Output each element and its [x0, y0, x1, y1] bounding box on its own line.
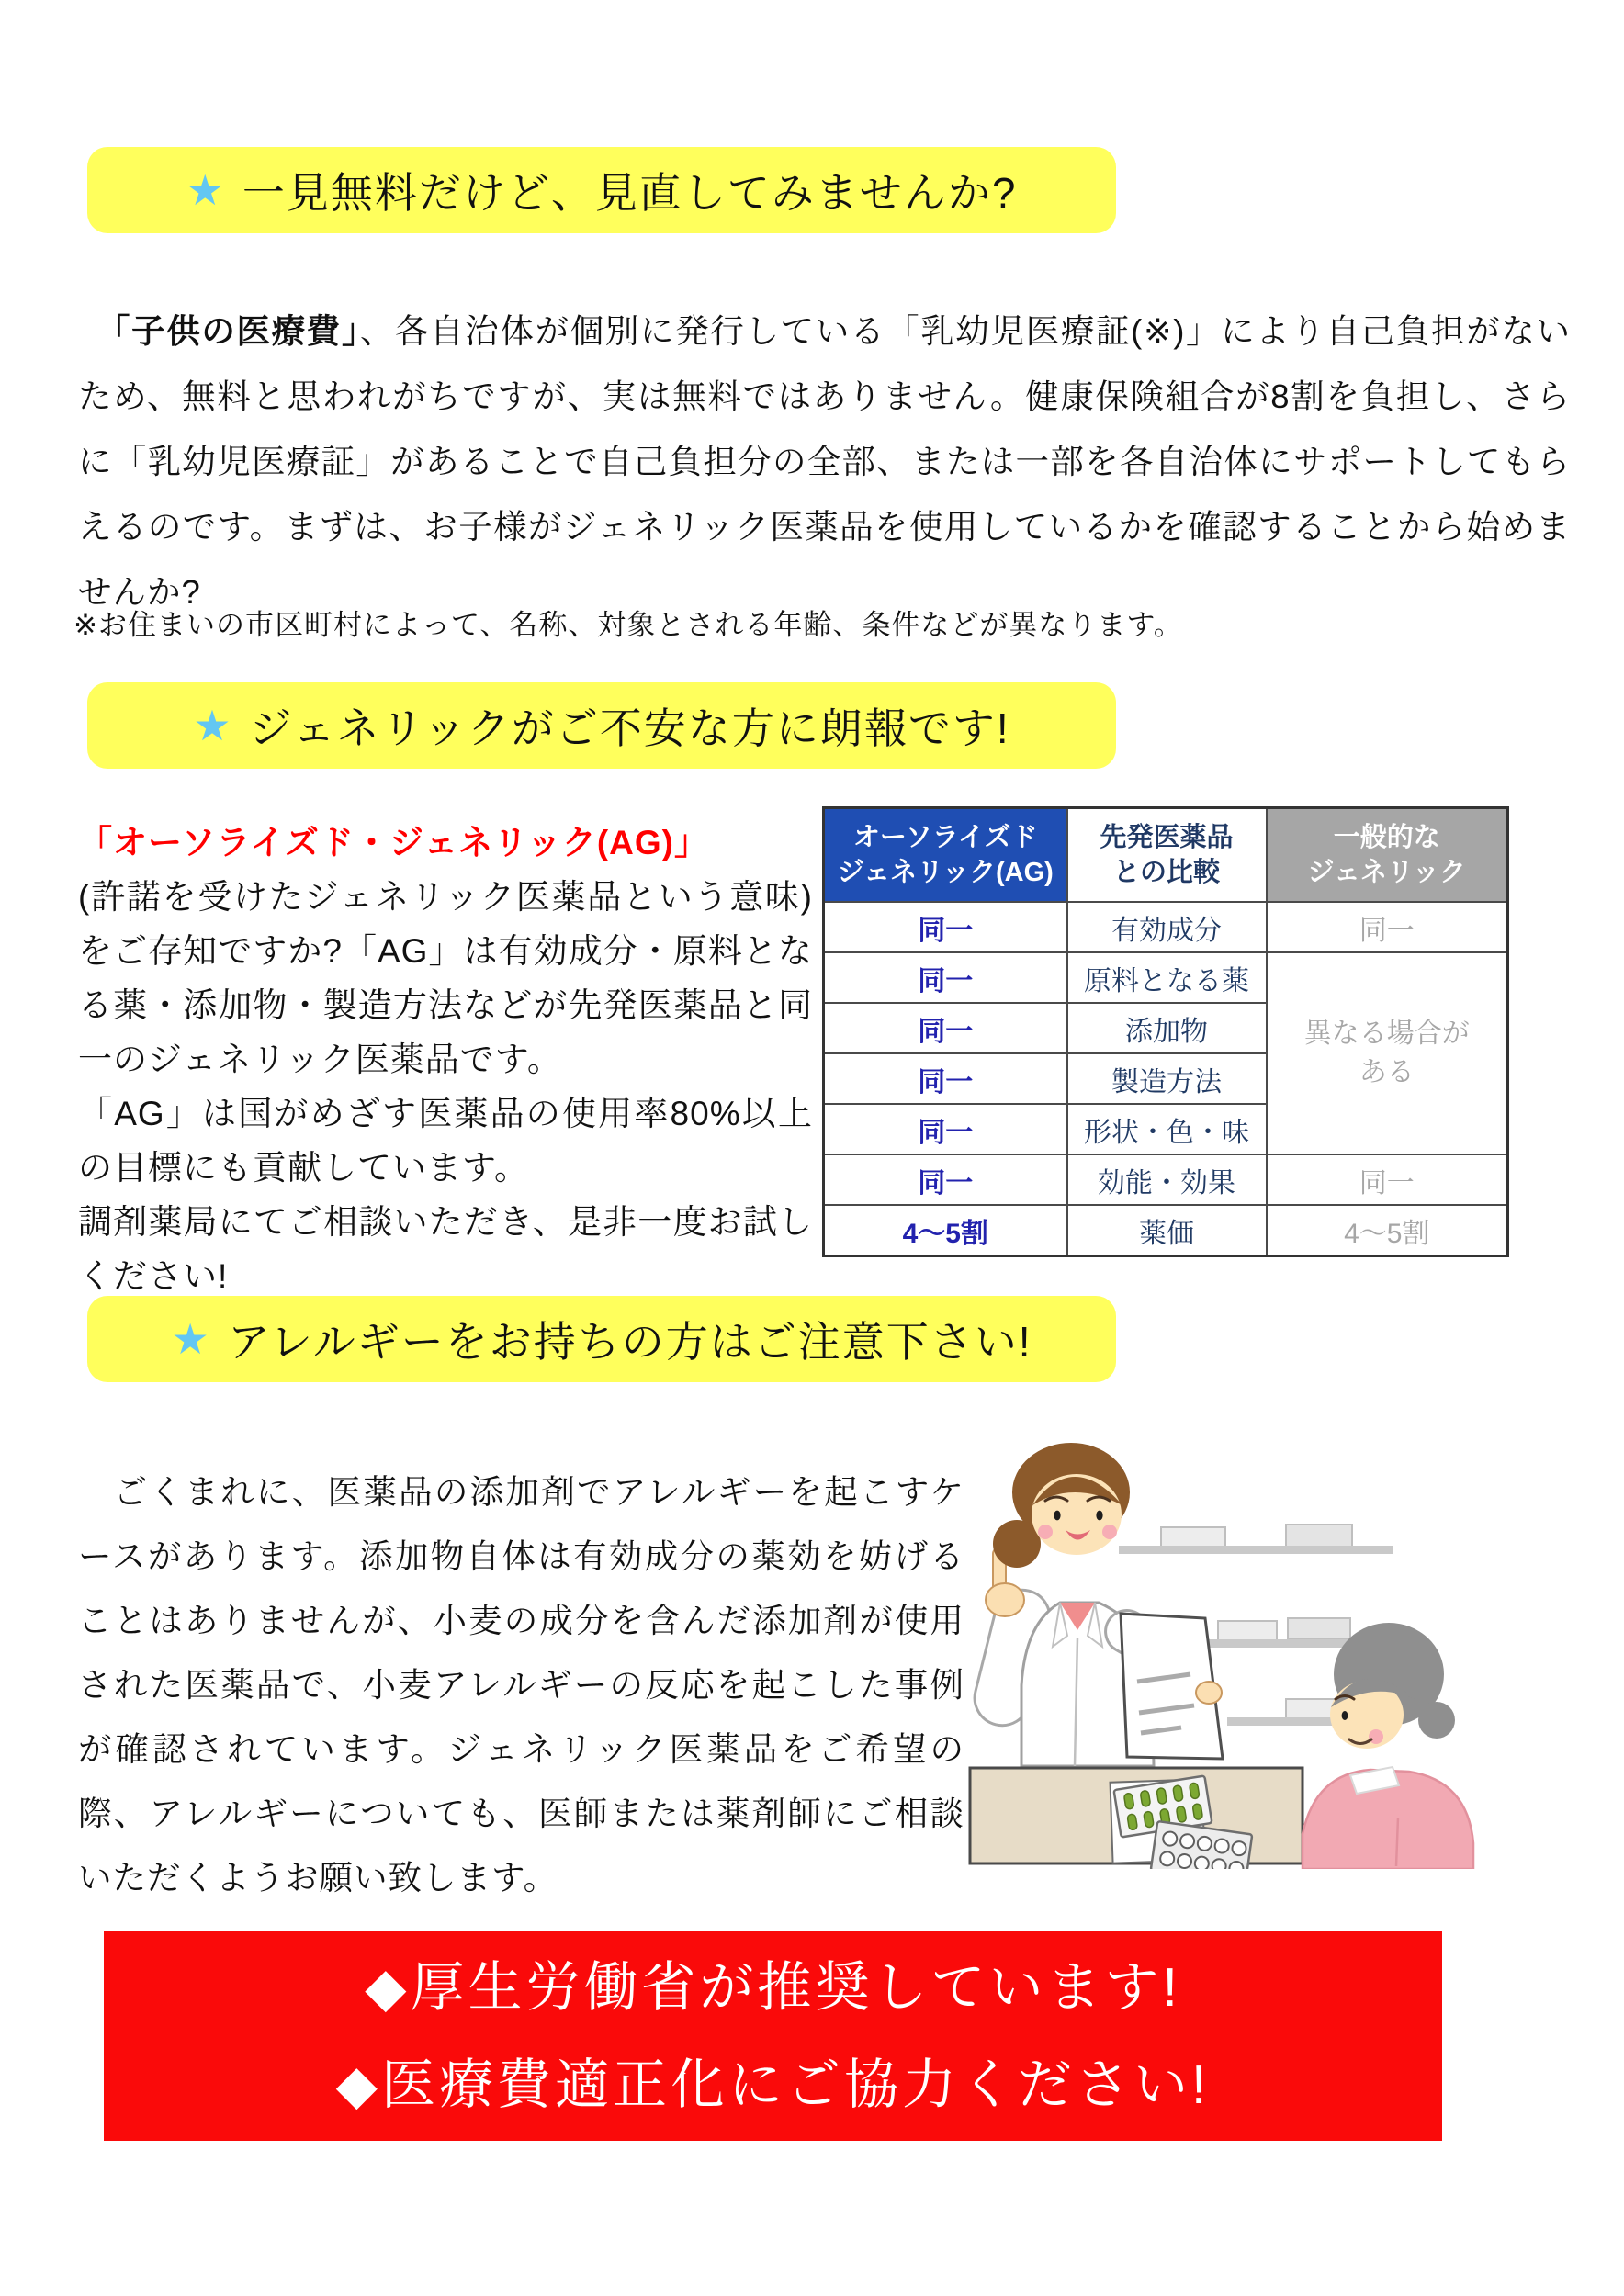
cell-generic: 同一 — [1267, 1154, 1508, 1205]
ag-paragraph-1: (許諾を受けたジェネリック医薬品という意味)をご存知ですか?「AG」は有効成分・原料となる薬・添加物・製造方法などが先発医薬品と同一のジェネリック医薬品です。 — [78, 878, 813, 1078]
header-line: 先発医薬品 — [1100, 823, 1234, 852]
table-header-row — [824, 808, 1508, 903]
star-icon: ★ — [171, 1315, 211, 1363]
cell-item: 製造方法 — [1067, 1053, 1267, 1104]
municipality-note: ※お住まいの市区町村によって、名称、対象とされる年齢、条件などが異なります。 — [73, 609, 1183, 641]
cell-item: 原料となる薬 — [1067, 952, 1267, 1003]
footer-line-1: ◆厚生労働省が推奨しています! — [365, 1957, 1181, 2018]
ag-paragraph-3: 調剤薬局にてご相談いただき、是非一度お試しください! — [78, 1203, 813, 1295]
star-icon: ★ — [193, 702, 233, 749]
header-general-generic — [1267, 808, 1508, 903]
banner-free-review — [87, 147, 1116, 233]
header-line: ジェネリック — [1307, 858, 1466, 887]
cell-generic: 同一 — [1267, 902, 1508, 952]
cell-item: 添加物 — [1067, 1003, 1267, 1053]
banner-ag-title: ジェネリックがご不安な方に朗報です! — [249, 704, 1010, 752]
header-line: ジェネリック(AG) — [837, 858, 1054, 887]
ag-comparison-table — [822, 806, 1509, 1257]
merged-line: ある — [1359, 1057, 1415, 1087]
pharmacy-counseling-illustration — [964, 1410, 1534, 1869]
cell-item: 効能・効果 — [1067, 1154, 1267, 1205]
cell-ag: 同一 — [824, 952, 1067, 1003]
cell-ag: 同一 — [824, 1003, 1067, 1053]
free-review-paragraph — [78, 298, 1571, 625]
table-row — [824, 952, 1508, 1003]
cell-ag: 同一 — [824, 902, 1067, 952]
header-line: 一般的な — [1333, 823, 1440, 852]
ag-heading-red: 「オーソライズド・ジェネリック(AG)」 — [78, 824, 709, 861]
document-paper — [1121, 1614, 1223, 1759]
table-row — [824, 1154, 1508, 1205]
cell-generic-merged — [1267, 952, 1508, 1154]
header-authorized-generic — [824, 808, 1067, 903]
header-line: との比較 — [1112, 858, 1220, 887]
header-comparison — [1067, 808, 1267, 903]
table-row — [824, 1205, 1508, 1256]
ag-text-column — [78, 816, 813, 1303]
cell-ag: 同一 — [824, 1104, 1067, 1154]
banner-free-review-title: 一見無料だけど、見直してみませんか? — [242, 169, 1018, 217]
cell-generic: 4〜5割 — [1267, 1205, 1508, 1256]
star-icon: ★ — [186, 166, 226, 214]
banner-allergy-title: アレルギーをお持ちの方はご注意下さい! — [227, 1318, 1032, 1366]
footer-red-banner — [104, 1931, 1442, 2141]
table-row — [824, 902, 1508, 952]
cell-ag: 同一 — [824, 1053, 1067, 1104]
merged-line: 異なる場合が — [1303, 1019, 1470, 1049]
cell-ag: 4〜5割 — [824, 1205, 1067, 1256]
paragraph-body: 、各自治体が個別に発行している「乳幼児医療証(※)」により自己負担がないため、無料と思われがちですが、実は無料ではありません。健康保険組合が8割を負担し、さらに「乳幼児医療証」があることで自己負担分の全部、または一部を各自治体にサポートしてもらえるのです。まずは、お子様がジェネリック医薬品を使用しているかを確認することから始めませんか? — [78, 311, 1571, 611]
header-line: オーソライズド — [852, 823, 1038, 852]
elderly-patient — [1303, 1623, 1473, 1869]
cell-item: 有効成分 — [1067, 902, 1267, 952]
paragraph-lead-bold: 「子供の医療費」 — [78, 311, 360, 350]
cell-item: 薬価 — [1067, 1205, 1267, 1256]
banner-ag-good-news — [87, 682, 1116, 769]
footer-line-2: ◆医療費適正化にご協力ください! — [335, 2054, 1211, 2115]
banner-allergy-warning — [87, 1296, 1116, 1382]
cell-item: 形状・色・味 — [1067, 1104, 1267, 1154]
ag-paragraph-2: 「AG」は国がめざす医薬品の使用率80%以上の目標にも貢献しています。 — [78, 1095, 813, 1187]
cell-ag: 同一 — [824, 1154, 1067, 1205]
allergy-paragraph: ごくまれに、医薬品の添加剤でアレルギーを起こすケースがあります。添加物自体は有効成分の薬効を妨げることはありませんが、小麦の成分を含んだ添加剤が使用された医薬品で、小麦アレルギーの反応を起こした事例が確認されています。ジェネリック医薬品をご希望の際、アレルギーについても、医師または薬剤師にご相談いただくようお願い致します。 — [78, 1472, 964, 1896]
